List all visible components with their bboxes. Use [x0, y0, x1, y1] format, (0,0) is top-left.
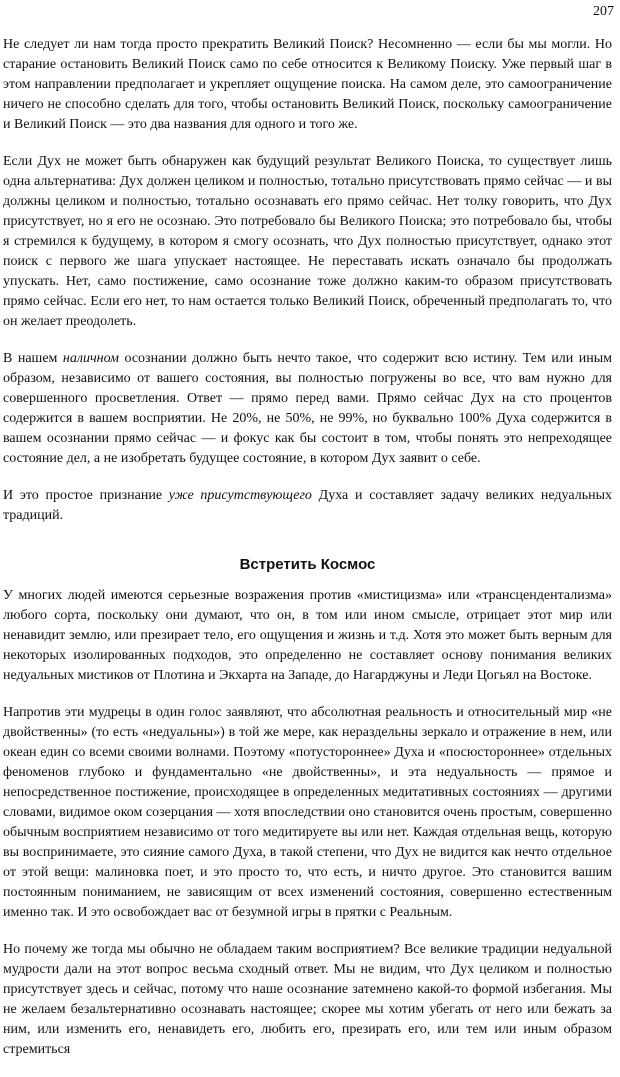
page-body	[3, 35, 612, 1077]
paragraph-great-search: Не следует ли нам тогда просто прекратить Великий Поиск? Несомненно — если бы мы могли. Но старание остановить Великий Поиск само по себе относится к Великому Поиску. Уже первый шаг в этом направлении предполагает и укрепляет ощущение поиска. На самом деле, это самоограничение ничего не способно сделать для того, чтобы остановить Великий Поиск, поскольку самоограничение и Великий Поиск — это два названия для одного и того же.	[3, 37, 612, 132]
paragraph-present-awareness	[3, 349, 612, 469]
paragraph-text: осознании должно быть нечто такое, что содержит всю истину. Тем или иным образом, независимо от вашего состояния, вы полностью погружены во все, что вам нужно для совершенного просветления. Ответ — прямо перед вами. Прямо сейчас Дух на сто процентов содержится в вашем восприятии. Не 20%, не 50%, не 99%, но буквально 100% Духа содержится в вашем осознании прямо сейчас — и фокус как бы состоит в том, чтобы понять это непреходящее состояние дел, а не изобретать будущее состояние, в котором Дух заявит о себе.	[3, 351, 612, 466]
section-heading: Встретить Космос	[239, 556, 376, 573]
italic-emphasis: наличном	[62, 351, 119, 366]
paragraph-spirit-present: Если Дух не может быть обнаружен как будущий результат Великого Поиска, то существует лишь одна альтернатива: Дух должен целиком и полностью, тотально присутствовать прямо сейчас — и вы должны целиком и полностью, тотально осознавать его прямо сейчас. Нет толку говорить, что Дух присутствует, но я его не осознаю. Это потребовало бы Великого Поиска; это потребовало бы, чтобы я стремился к будущему, в котором я смогу осознать, что Дух полностью присутствует, однако этот поиск с первого же шага упускает настоящее. Не переставать искать означало бы продолжать упускать. Нет, само постижение, само осознание тоже должно каким-то образом присутствовать прямо сейчас. Если его нет, то нам остается только Великий Поиск, обреченный предполагать то, что он желает преодолеть.	[3, 154, 612, 329]
paragraph-nondual-sages: Напротив эти мудрецы в один голос заявляют, что абсолютная реальность и относительный мир «не двойственны» (то есть «недуальны») в той же мере, как нераздельны зеркало и отражение в нем, или океан един со всеми своими волнами. Поэтому «потустороннее» Духа и «посюстороннее» отдельных феноменов глубоко и фундаментально «не двойственны», и эта недуальность — прямое и непосредственное постижение, происходящее в определенных медитативных состояниях — другими словами, видимое оком созерцания — хотя впоследствии оно становится очень простым, совершенно обычным восприятием независимо от того медитируете вы или нет. Каждая отдельная вещь, которую вы воспринимаете, это сияние самого Духа, в такой степени, что Дух не видится как нечто отдельное от этой вещи: малиновка поет, и это просто то, что есть, и ничто другое. Это становится вашим постоянным пониманием, не зависящим от всех изменений состояния, совершенно естественным именно так. И это освобождает вас от безумной игры в прятки с Реальным.	[3, 705, 612, 920]
italic-emphasis: уже присутствующего	[168, 488, 312, 503]
paragraph-text: В нашем	[3, 351, 63, 366]
page-number: 207	[593, 4, 614, 19]
paragraph-avoidance: Но почему же тогда мы обычно не обладаем таким восприятием? Все великие традиции недуальной мудрости дали на этот вопрос весьма сходный ответ. Мы не видим, что Дух целиком и полностью присутствует здесь и сейчас, потому что наше осознание затемнено какой-то формой избегания. Мы не желаем безальтернативно осознавать настоящее; скорее мы хотим убегать от него или бежать за ним, или изменить его, ненавидеть его, любить его, презирать его, или тем или иным образом стремиться	[3, 942, 612, 1057]
paragraph-text: Духа и составляет задачу великих недуальных традиций.	[3, 488, 612, 523]
paragraph-mysticism-objections: У многих людей имеются серьезные возражения против «мистицизма» или «трансцендентализма» любого сорта, поскольку они думают, что он, в том или ином смысле, отрицает этот мир или ненавидит землю, или презирает тело, его ощущения и жизнь и т.д. Хотя это может быть верным для некоторых изолированных подходов, это определенно не составляет основу понимания великих недуальных мистиков от Плотина и Экхарта на Западе, до Нагарджуны и Леди Цогьял на Востоке.	[3, 588, 612, 683]
paragraph-recognition	[3, 486, 612, 526]
paragraph-text: И это простое признание	[3, 488, 169, 503]
